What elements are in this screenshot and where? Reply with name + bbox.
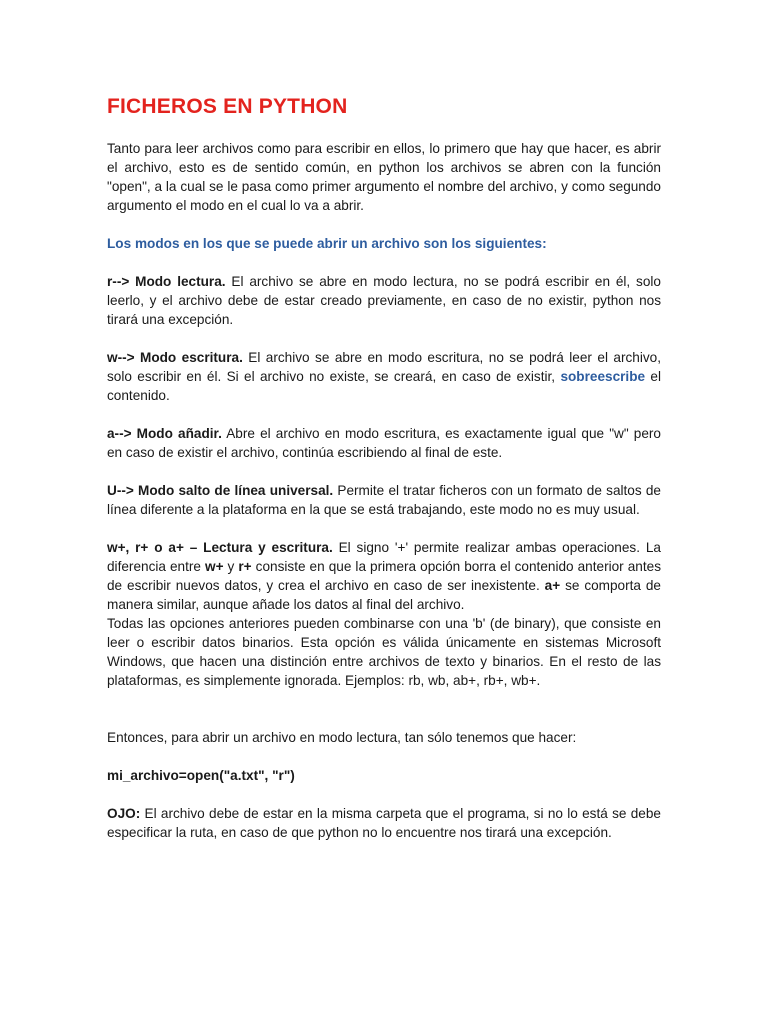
mode-w-paragraph <box>107 348 661 405</box>
mode-u-text: Permite el tratar ficheros con un formato de saltos de línea diferente a la plataforma en la que se está trabajando, este modo no es muy usual. <box>107 483 661 517</box>
binary-paragraph: Todas las opciones anteriores pueden combinarse con una 'b' (de binary), que consiste en leer o escribir datos binarios. Esta opción es válida únicamente en sistemas Microsoft Windows, que hacen una distinción entre archivos de texto y binarios. En el resto de las plataformas, es simplemente ignorada. Ejemplos: rb, wb, ab+, rb+, wb+. <box>107 616 661 688</box>
mode-plus-text-3: consiste en que la primera opción borra el contenido anterior antes de escribir nuevos datos, y crea el archivo en caso de ser inexistente. <box>107 559 661 593</box>
mode-plus-text-4: se comporta de manera similar, aunque añade los datos al final del archivo. <box>107 578 661 612</box>
note-label: OJO: <box>107 806 141 821</box>
mode-w-label: w--> Modo escritura. <box>107 350 243 365</box>
mode-a-paragraph <box>107 424 661 462</box>
mode-plus-kw-w: w+ <box>205 559 224 574</box>
example-intro: Entonces, para abrir un archivo en modo lectura, tan sólo tenemos que hacer: <box>107 730 577 745</box>
note-text: El archivo debe de estar en la misma carpeta que el programa, si no lo está se debe especificar la ruta, en caso de que python no lo encuentre nos tirará una excepción. <box>107 806 661 840</box>
mode-plus-kw-r: r+ <box>238 559 252 574</box>
page-title: FICHEROS EN PYTHON <box>107 95 348 118</box>
mode-plus-label: w+, r+ o a+ – Lectura y escritura. <box>107 540 333 555</box>
mode-u-label: U--> Modo salto de línea universal. <box>107 483 334 498</box>
mode-w-text-before: El archivo se abre en modo escritura, no se podrá leer el archivo, solo escribir en él. Si el archivo no existe, se creará, en caso de existir, <box>107 350 661 384</box>
mode-r-label: r--> Modo lectura. <box>107 274 226 289</box>
mode-a-label: a--> Modo añadir. <box>107 426 222 441</box>
mode-u-paragraph <box>107 481 661 519</box>
sobreescribe-link[interactable]: sobreescribe <box>560 369 646 384</box>
mode-plus-kw-a: a+ <box>544 578 561 593</box>
mode-r-text: El archivo se abre en modo lectura, no se podrá escribir en él, solo leerlo, y el archivo debe de estar creado previamente, en caso de no existir, python nos tirará una excepción. <box>107 274 661 327</box>
mode-plus-text-2: y <box>223 559 239 574</box>
example-code: mi_archivo=open("a.txt", "r") <box>107 768 295 783</box>
modes-heading: Los modos en los que se puede abrir un archivo son los siguientes: <box>107 236 547 251</box>
intro-paragraph: Tanto para leer archivos como para escribir en ellos, lo primero que hay que hacer, es abrir el archivo, esto es de sentido común, en python los archivos se abren con la función "open", a la cual se le pasa como primer argumento el nombre del archivo, y como segundo argumento el modo en el cual lo va a abrir. <box>107 141 661 213</box>
mode-a-text: Abre el archivo en modo escritura, es exactamente igual que "w" pero en caso de existir el archivo, continúa escribiendo al final de este. <box>107 426 661 460</box>
mode-w-text-after: el contenido. <box>107 369 662 403</box>
mode-plus-text-1: El signo '+' permite realizar ambas operaciones. La diferencia entre <box>107 540 661 574</box>
document-body <box>107 94 661 842</box>
note-paragraph <box>107 804 661 842</box>
mode-r-paragraph <box>107 272 661 329</box>
mode-plus-paragraph <box>107 538 661 614</box>
